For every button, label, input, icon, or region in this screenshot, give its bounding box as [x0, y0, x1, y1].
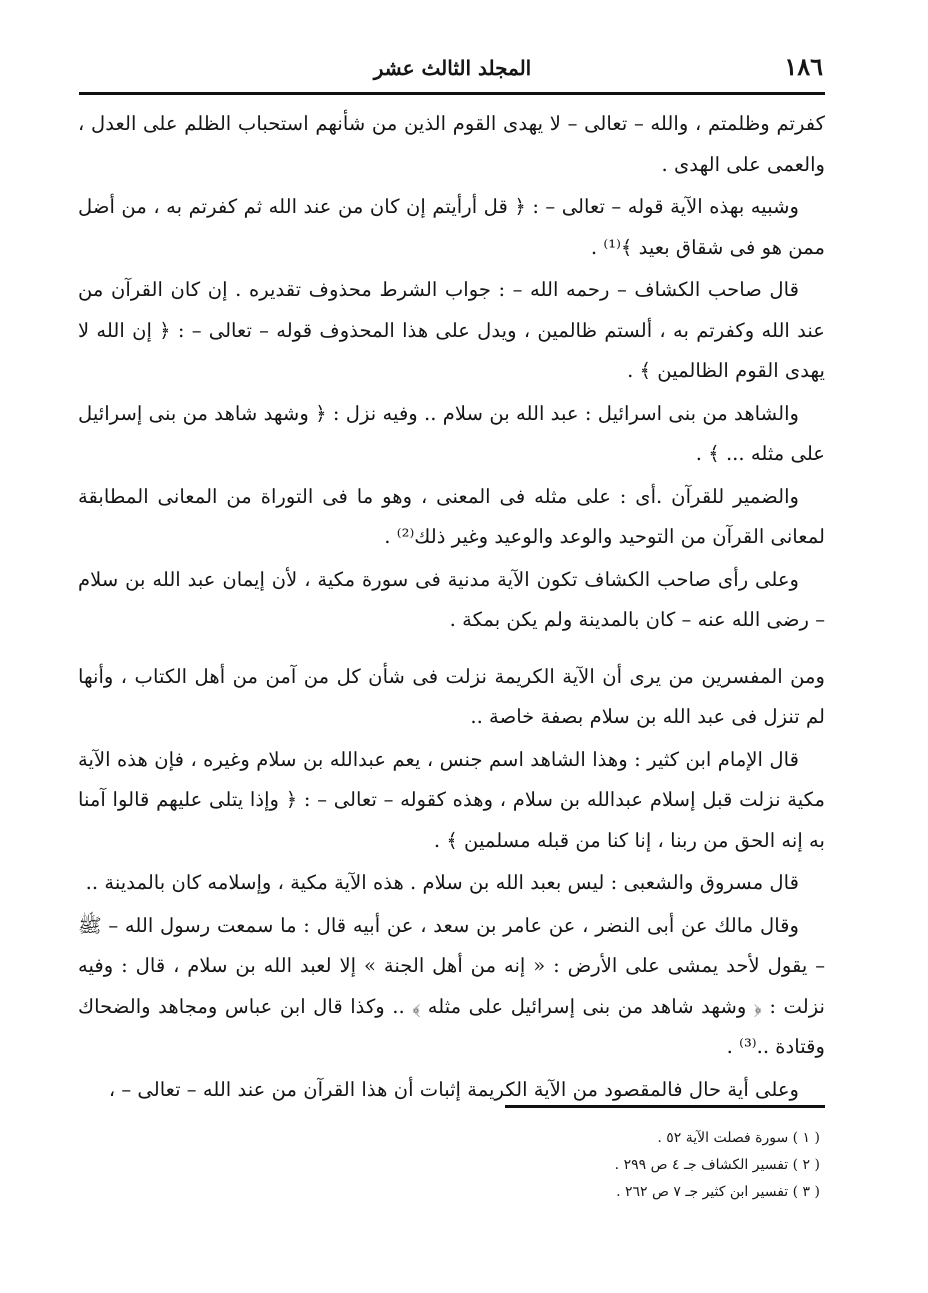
paragraph: قال الإمام ابن كثير : وهذا الشاهد اسم جنس ، يعم عبدالله بن سلام وغيره ، فإن هذه الآية مكية نزلت قبل إسلام عبدالله بن سلام ، وهذه كقوله – تعالى – : ﴿ وإذا يتلى عليهم قالوا آمنا به إنه الحق من ربنا ، إنا كنا من قبله مسلمين ﴾ .: [78, 747, 825, 852]
paragraph: ومن المفسرين من يرى أن الآية الكريمة نزلت فى شأن كل من آمن من أهل الكتاب ، وأنها لم تنزل فى عبد الله بن سلام بصفة خاصة ..: [78, 664, 825, 728]
main-text: [78, 104, 825, 1110]
footnote: ( ٢ ) تفسير الكشاف جـ ٤ ص ٢٩٩ .: [614, 1157, 820, 1173]
paragraph: وعلى رأى صاحب الكشاف تكون الآية مدنية فى سورة مكية ، لأن إيمان عبد الله بن سلام – رضى الله عنه – كان بالمدينة ولم يكن بمكة .: [78, 567, 825, 631]
footnotes: [420, 1125, 820, 1206]
paragraph: والشاهد من بنى اسرائيل : عبد الله بن سلام .. وفيه نزل : ﴿ وشهد شاهد من بنى إسرائيل على مثله ... ﴾ .: [78, 401, 825, 465]
paragraph: قال مسروق والشعبى : ليس بعبد الله بن سلام . هذه الآية مكية ، وإسلامه كان بالمدينة ..: [85, 871, 799, 894]
paragraph: وشبيه بهذه الآية قوله – تعالى – : ﴿ قل أرأيتم إن كان من عند الله ثم كفرتم به ، من أضل ممن هو فى شقاق بعيد ﴾⁽¹⁾ .: [78, 195, 825, 259]
footnote: ( ٣ ) تفسير ابن كثير جـ ٧ ص ٢٦٢ .: [616, 1184, 820, 1200]
footnote: ( ١ ) سورة فصلت الآية ٥٢ .: [657, 1130, 820, 1146]
page-header: [80, 50, 825, 90]
paragraph: وقال مالك عن أبى النضر ، عن عامر بن سعد ، عن أبيه قال : ما سمعت رسول الله – ﷺ – يقول لأحد يمشى على الأرض : « إنه من أهل الجنة » إلا لعبد الله بن سلام ، قال : وفيه نزلت : ﴿ وشهد شاهد من بنى إسرائيل على مثله ﴾ .. وكذا قال ابن عباس ومجاهد والضحاك وقتادة ..⁽³⁾ .: [78, 913, 825, 1058]
paragraph: قال صاحب الكشاف – رحمه الله – : جواب الشرط محذوف تقديره . إن كان القرآن من عند الله وكفرتم به ، ألستم ظالمين ، ويدل على هذا المحذوف قوله – تعالى – : ﴿ إن الله لا يهدى القوم الظالمين ﴾ .: [78, 278, 825, 382]
page-number: ١٨٦: [784, 52, 823, 81]
paragraph: كفرتم وظلمتم ، والله – تعالى – لا يهدى القوم الذين من شأنهم استحباب الظلم على العدل ، والعمى على الهدى .: [78, 112, 825, 176]
running-title: المجلد الثالث عشر: [373, 56, 532, 80]
footnote-separator: [505, 1105, 825, 1108]
paragraph: والضمير للقرآن .أى : على مثله فى المعنى ، وهو ما فى التوراة من المعانى المطابقة لمعانى القرآن من التوحيد والوعد والوعيد وغير ذلك⁽²⁾ .: [78, 484, 825, 548]
paragraph: وعلى أية حال فالمقصود من الآية الكريمة إثبات أن هذا القرآن من عند الله – تعالى – ،: [108, 1077, 799, 1101]
header-rule: [79, 92, 825, 95]
